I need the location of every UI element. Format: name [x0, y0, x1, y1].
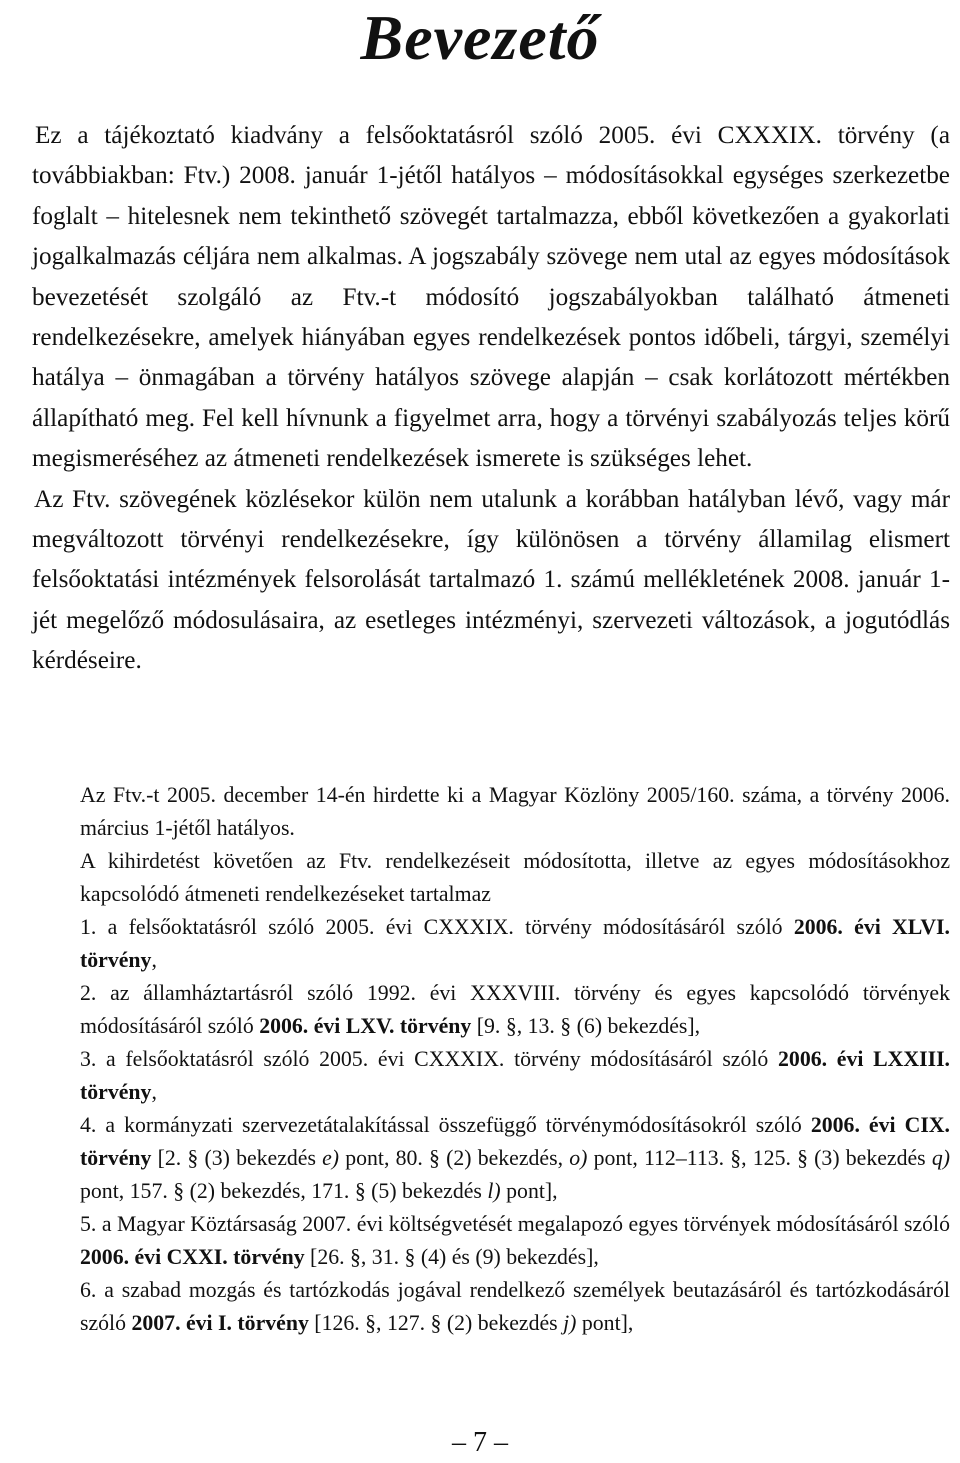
item-text: [2. § (3) bekezdés [151, 1146, 323, 1170]
amendment-list-item-1 [80, 911, 950, 977]
item-text: 1. a felsőoktatásról szóló 2005. évi CXXXIX. törvény módosításáról szóló [80, 915, 794, 939]
law-reference: 2006. évi CIX. törvény [80, 1113, 950, 1170]
item-text: 4. a kormányzati szervezetátalakítással összefüggő törvénymódosításokról szóló [80, 1113, 811, 1137]
item-text: [126. §, 127. § (2) bekezdés [308, 1311, 564, 1335]
item-text: pont], [500, 1179, 558, 1203]
intro-paragraph-1: Ez a tájékoztató kiadvány a felsőoktatásról szóló 2005. évi CXXXIX. törvény (a továbbiakban: Ftv.) 2008. január 1-jétől hatályos – módosításokkal egységes szerkezetbe foglalt – hitelesnek nem tekinthető szövegét tartalmazza, ebből következően a gyakorlati jogalkalmazás céljára nem alkalmas. A jogszabály szövege nem utal az egyes módosítások bevezetését szolgáló az Ftv.-t módosító jogszabályokban található átmeneti rendelkezésekre, amelyek hiányában egyes rendelkezések pontos időbeli, tárgyi, személyi hatálya – önmagában a törvény hatályos szövege alapján – csak korlátozott mértékben állapítható meg. Fel kell hívnunk a figyelmet arra, hogy a törvényi szabályozás teljes körű megismeréséhez az átmeneti rendelkezések ismerete is szükséges lehet. [32, 122, 950, 473]
law-reference: 2006. évi LXV. törvény [259, 1014, 472, 1038]
amendment-list-item-2 [80, 977, 950, 1043]
amendment-list-item-6 [80, 1274, 950, 1340]
item-text: 2. az államháztartásról szóló 1992. évi XXXVIII. törvény és egyes kapcsolódó törvények módosításáról szóló [80, 981, 950, 1038]
item-text: 5. a Magyar Köztársaság 2007. évi költségvetését megalapozó egyes törvények módosításáról szóló [80, 1212, 950, 1236]
point-letter: l) [487, 1179, 501, 1203]
law-reference: 2006. évi XLVI. törvény [80, 915, 950, 972]
item-text: 3. a felsőoktatásról szóló 2005. évi CXXXIX. törvény módosításáról szóló [80, 1047, 779, 1071]
item-text: [9. §, 13. § (6) bekezdés], [471, 1014, 701, 1038]
item-text: 6. a szabad mozgás és tartózkodás jogával rendelkező személyek beutazásáról és tartózkodásáról szóló [80, 1278, 950, 1335]
amendment-list-item-3 [80, 1043, 950, 1109]
point-letter: o) [569, 1146, 588, 1170]
law-reference: 2007. évi I. törvény [131, 1311, 309, 1335]
notes-section [80, 779, 950, 1340]
note-promulgation: Az Ftv.-t 2005. december 14-én hirdette ki a Magyar Közlöny 2005/160. száma, a törvény 2006. március 1-jétől hatályos. [80, 783, 950, 840]
intro-paragraph-2 [32, 480, 950, 682]
item-text: , [151, 1080, 157, 1104]
intro-paragraph-2-text: Az Ftv. szövegének közlésekor külön nem utalunk a korábban hatályban lévő, vagy már megváltozott törvényi rendelkezésekre, így különösen a törvény államilag elismert felsőoktatási intézmények felsorolását tartalmazó 1. számú mellékletének 2008. január 1-jét megelőző módosulásaira, az esetleges intézményi, szervezeti változások, a jogutódlás kérdéseire. [32, 485, 950, 675]
item-text: pont, 80. § (2) bekezdés, [339, 1146, 570, 1170]
item-text: [26. §, 31. § (4) és (9) bekezdés], [304, 1245, 599, 1269]
main-body-text [32, 116, 950, 682]
item-text: pont], [576, 1311, 634, 1335]
amendment-list-item-5 [80, 1208, 950, 1274]
item-text: pont, 157. § (2) bekezdés, 171. § (5) bekezdés [80, 1179, 488, 1203]
page-number: – 7 – [452, 1427, 508, 1458]
point-letter: q) [931, 1146, 950, 1170]
item-text: pont, 112–113. §, 125. § (3) bekezdés [587, 1146, 932, 1170]
law-reference: 2006. évi LXXIII. törvény [80, 1047, 951, 1104]
point-letter: j) [563, 1311, 577, 1335]
point-letter: e) [322, 1146, 340, 1170]
page-title: Bevezető [360, 2, 600, 73]
law-reference: 2006. évi CXXI. törvény [80, 1245, 305, 1269]
note-amendments-intro: A kihirdetést követően az Ftv. rendelkezéseit módosította, illetve az egyes módosításokhoz kapcsolódó átmeneti rendelkezéseket tartalmaz [80, 849, 950, 906]
amendment-list-item-4 [80, 1109, 950, 1208]
item-text: , [151, 948, 157, 972]
